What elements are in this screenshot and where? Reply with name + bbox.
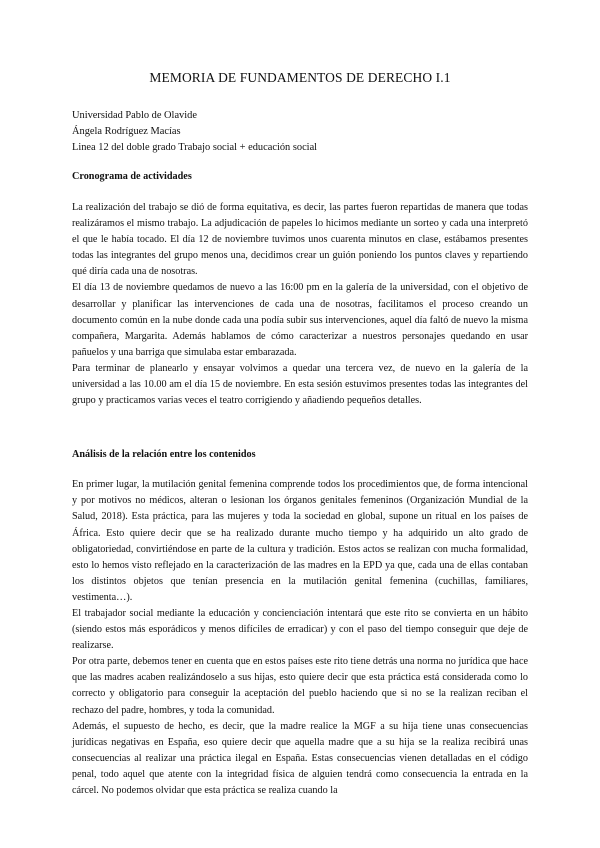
paragraph: Por otra parte, debemos tener en cuenta que en estos países este rito tiene detrás una norma no jurídica que hace que las madres acaben realizándoselo a sus hijas, esto quiere decir que esta práctica está considerada como lo correcto y obligatorio para conseguir la aceptación del pueblo haciendo que si no se la realizan reciban el rechazo del padre, hombres, y toda la comunidad. bbox=[72, 656, 528, 716]
author-name-line: Ángela Rodríguez Macías bbox=[72, 126, 181, 137]
paragraph: La realización del trabajo se dió de forma equitativa, es decir, las partes fueron repartidas de manera que todas realizáramos el mismo trabajo. La adjudicación de papeles lo hicimos mediante un sorteo y cada una interpretó el que le había tocado. El día 12 de noviembre tuvimos unos cuarenta minutos en clase, estábamos presentes todas las integrantes del grupo menos una, decidimos crear un guión poniendo los puntos claves y repartiendo qué diría cada una de nosotras. bbox=[72, 202, 528, 278]
document-title: MEMORIA DE FUNDAMENTOS DE DERECHO I.1 bbox=[149, 70, 451, 85]
degree-line: Linea 12 del doble grado Trabajo social + educación social bbox=[72, 142, 318, 153]
paragraph: El trabajador social mediante la educación y concienciación intentará que este rito se convierta en un hábito (siendo estos más esporádicos y menos difíciles de erradicar) y con el paso del tiempo conseguir que deje de realizarse. bbox=[72, 607, 528, 652]
paragraph: Para terminar de planearlo y ensayar volvimos a quedar una tercera vez, de nuevo en la galería de la universidad a las 10.00 am el día 15 de noviembre. En esta sesión estuvimos presentes todas las integrantes del grupo y practicamos varias veces el teatro corrigiendo y añadiendo pequeños detalles. bbox=[72, 362, 528, 407]
section-heading-cronograma: Cronograma de actividades bbox=[72, 171, 192, 182]
section-heading-analisis: Análisis de la relación entre los contenidos bbox=[72, 449, 256, 461]
author-info bbox=[72, 108, 528, 156]
university-line: Universidad Pablo de Olavide bbox=[72, 110, 197, 121]
paragraph: Además, el supuesto de hecho, es decir, que la madre realice la MGF a su hija tiene unas consecuencias jurídicas negativas en España, eso quiere decir que aquella madre que a su hija se la realiza recibirá unas consecuencias al realizar una práctica ilegal en España. Estas consecuencias vienen detalladas en el código penal, todo aquel que atente con la integridad física de alguien tendrá como consecuencia la entrada en la cárcel. No podemos olvidar que esta práctica se realiza cuando la bbox=[72, 720, 528, 796]
paragraph: El día 13 de noviembre quedamos de nuevo a las 16:00 pm en la galería de la universidad, con el objetivo de desarrollar y planificar las intervenciones de cada una de nosotras, facilitamos el proceso creando un documento común en la nube donde cada una podía subir sus intervenciones, aquel día faltó de nuevo la misma compañera, Margarita. Además hablamos de cómo caracterizar a nuestros personajes quedando en usar pañuelos y una barriga que simulaba estar embarazada. bbox=[72, 282, 528, 358]
paragraph: En primer lugar, la mutilación genital femenina comprende todos los procedimientos que, de forma intencional y por motivos no médicos, alteran o lesionan los órganos genitales femeninos (Organización Mundial de la Salud, 2018). Esta práctica, para las mujeres y toda la sociedad en global, supone un ritual en los países de África. Esto quiere decir que se ha realizado durante mucho tiempo y ha adquirido un alto grado de obligatoriedad, convirtiéndose en parte de la cultura y tradición. Estos actos se realizan con mucha formalidad, esto lo hemos visto reflejado en la caracterización de las madres en la EPD ya que, cada una de ellas contaban los distintos objetos que tenían presencia en la mutilación genital femenina (cuchillas, familiares, vestimenta…). bbox=[72, 479, 528, 603]
